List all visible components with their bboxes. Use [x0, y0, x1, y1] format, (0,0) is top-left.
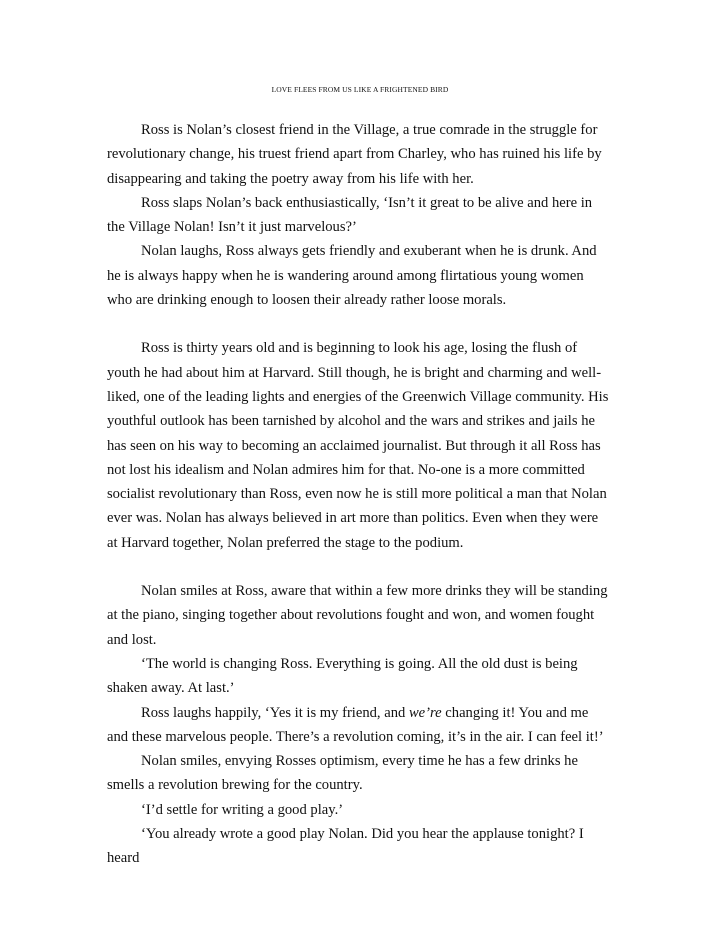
paragraph: Ross is thirty years old and is beginning to look his age, losing the flush of youth he had about him at Harvard. Still though, he is bright and charming and well-liked, one of the leading lights and energies of the Greenwich Village community. His youthful outlook has been tarnished by alcohol and the wars and strikes and jails he has seen on his way to becoming an acclaimed journalist. But through it all Ross has not lost his idealism and Nolan admires him for that. No-one is a more committed socialist revolutionary than Ross, even now he is still more political a man that Nolan ever was. Nolan has always believed in art more than politics. Even when they were at Harvard together, Nolan preferred the stage to the podium.	[107, 340, 609, 551]
body-text	[107, 118, 610, 871]
running-header: LOVE FLEES FROM US LIKE A FRIGHTENED BIRD	[271, 85, 449, 94]
paragraph: ‘You already wrote a good play Nolan. Did you hear the applause tonight? I heard	[107, 826, 584, 867]
emphasis-text: we’re	[408, 704, 442, 721]
paragraph: Nolan smiles, envying Rosses optimism, every time he has a few drinks he smells a revolution brewing for the country.	[107, 753, 578, 794]
paragraph: Nolan smiles at Ross, aware that within a few more drinks they will be standing at the piano, singing together about revolutions fought and won, and women fought and lost.	[107, 583, 608, 648]
paragraph: Ross slaps Nolan’s back enthusiastically, ‘Isn’t it great to be alive and here in the Village Nolan! Isn’t it just marvelous?’	[107, 194, 593, 236]
section-break	[107, 312, 610, 336]
paragraph	[107, 701, 610, 750]
paragraph-text: changing it! You and me and these marvelous people. There’s a revolution coming, it’s in the air. I can feel it!’	[107, 704, 604, 745]
paragraph: Ross is Nolan’s closest friend in the Village, a true comrade in the struggle for revolutionary change, his truest friend apart from Charley, who has ruined his life by disappearing and taking the poetry away from his life with her.	[107, 122, 602, 187]
paragraph: ‘The world is changing Ross. Everything is going. All the old dust is being shaken away. At last.’	[107, 655, 578, 697]
section-break	[107, 555, 610, 579]
paragraph: ‘I’d settle for writing a good play.’	[141, 801, 344, 818]
paragraph: Nolan laughs, Ross always gets friendly and exuberant when he is drunk. And he is always happy when he is wandering around among flirtatious young women who are drinking enough to loosen their already rather loose morals.	[107, 243, 597, 309]
paragraph-text: Ross laughs happily, ‘Yes it is my friend, and	[141, 704, 409, 721]
